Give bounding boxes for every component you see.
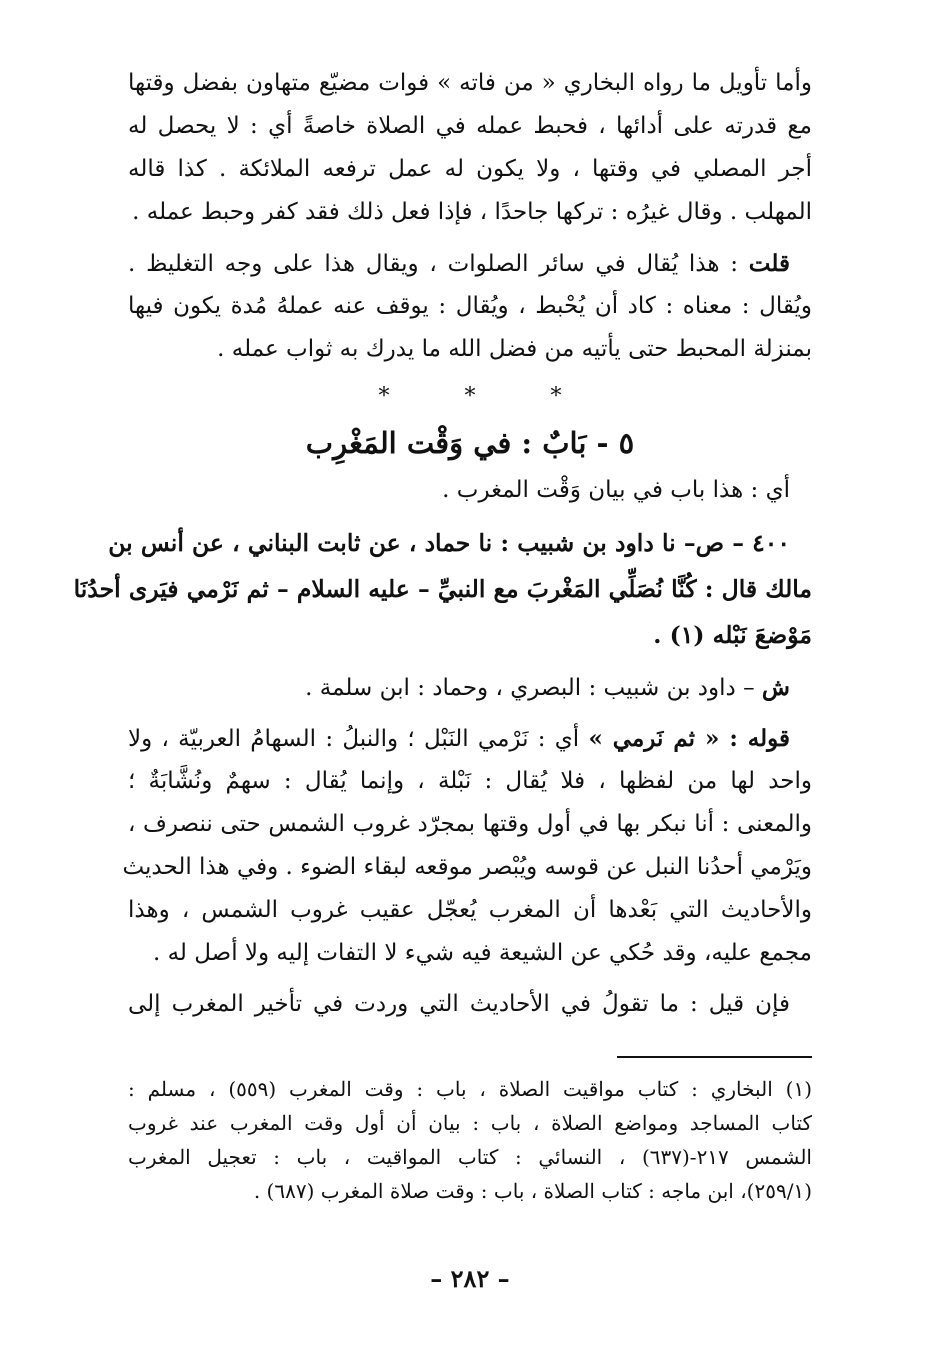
page-number: – ٢٨٢ – [430,1264,510,1293]
hadith-text [73,520,812,658]
footnote-line: (١) البخاري : كتاب مواقيت الصلاة ، باب : وقت المغرب (٥٥٩) ، مسلم : [128,1077,812,1101]
paragraph-qultu [128,242,812,371]
text-line: المهلب . وقال غيرُه : تركها جاحدًا ، فإذا فعل ذلك فقد كفر وحبط عمله . [132,199,812,225]
chapter-explanation: أي : هذا باب في بيان وَقْت المغرب . [442,477,790,503]
line-text: : هذا يُقال في سائر الصلوات ، ويقال هذا على وجه التغليظ . [128,251,739,277]
sharh-text: – داود بن شبيب : البصري ، وحماد : ابن سلمة . [305,675,755,701]
commentary-lead: قوله : « ثم نَرمي » [588,725,790,752]
sharh-lead: ش [761,674,790,701]
text-line: ٤٠٠ – ص– نا داود بن شبيب : نا حماد ، عن ثابت البناني ، عن أنس بن [108,529,790,557]
text-line: واحد لها من لفظها ، فلا يُقال : نَبْلة ، وإنما يُقال : سهمٌ ونُشَّابَةٌ ؛ [128,768,812,794]
text-line: وأما تأويل ما رواه البخاري « من فاته » فوات مضيّع متهاون بفضل وقتها [128,70,812,96]
text-line: أجر المصلي في وقتها ، ولا يكون له عمل ترفعه الملائكة . كذا قاله [128,156,812,182]
text-line: مالك قال : كُنَّا نُصَلِّي المَغْربَ مع النبيِّ – عليه السلام – ثم نَرْمي فيَرى أحدُنَا [73,575,812,603]
text-line: والمعنى : أنا نبكر بها في أول وقتها بمجرّد غروب الشمس حتى ننصرف ، [128,811,812,837]
text-line [128,242,812,285]
text-line: مجمع عليه، وقد حُكي عن الشيعة فيه شيء لا التفات إليه ولا أصل له . [152,940,812,966]
text-line: مَوْضعَ نَبْله (١) . [653,621,812,649]
final-line: فإن قيل : ما تقولُ في الأحاديث التي وردت في تأخير المغرب إلى [128,991,790,1017]
chapter-heading: ٥ - بَابٌ : في وَقْت المَغْرِب [305,426,635,460]
text-line: ويُقال : معناه : كاد أن يُحْبط ، ويُقال : يوقف عنه عملهُ مُدة يكون فيها [128,293,812,319]
paragraph-tawil [128,62,812,234]
commentary-paragraph [122,717,812,975]
sharh-line [128,666,812,709]
footnote [128,1072,812,1208]
text-line: مع قدرته على أدائها ، فحبط عمله في الصلاة خاصةً أي : لا يحصل له [128,113,812,139]
footnote-line: الشمس ٢١٧-(٦٣٧) ، النسائي : كتاب المواقيت ، باب : تعجيل المغرب [128,1145,812,1169]
text-line [128,717,812,760]
text-line: بمنزلة المحبط حتى يأتيه من فضل الله ما يدرك به ثواب عمله . [217,336,812,362]
text-line: والأحاديث التي بَعْدها أن المغرب يُعجّل عقيب غروب الشمس ، وهذا [128,897,812,923]
line-text: أي : نَرْمي النَبْل ؛ والنبلُ : السهامُ العربيّة ، ولا [128,726,580,752]
section-separator: * * * [378,384,596,409]
footnote-divider [617,1056,812,1058]
footnote-line: (٢٥٩/١)، ابن ماجه : كتاب الصلاة ، باب : وقت صلاة المغرب (٦٨٧) . [253,1179,812,1203]
paragraph-lead: قلت [748,250,790,277]
text-line: ويَرْمي أحدُنا النبل عن قوسه ويُبْصر موقعه لبقاء الضوء . وفي هذا الحديث [122,854,812,880]
page-body [73,62,812,1208]
footnote-line: كتاب المساجد ومواضع الصلاة ، باب : بيان أن أول وقت المغرب عند غروب [128,1111,812,1135]
